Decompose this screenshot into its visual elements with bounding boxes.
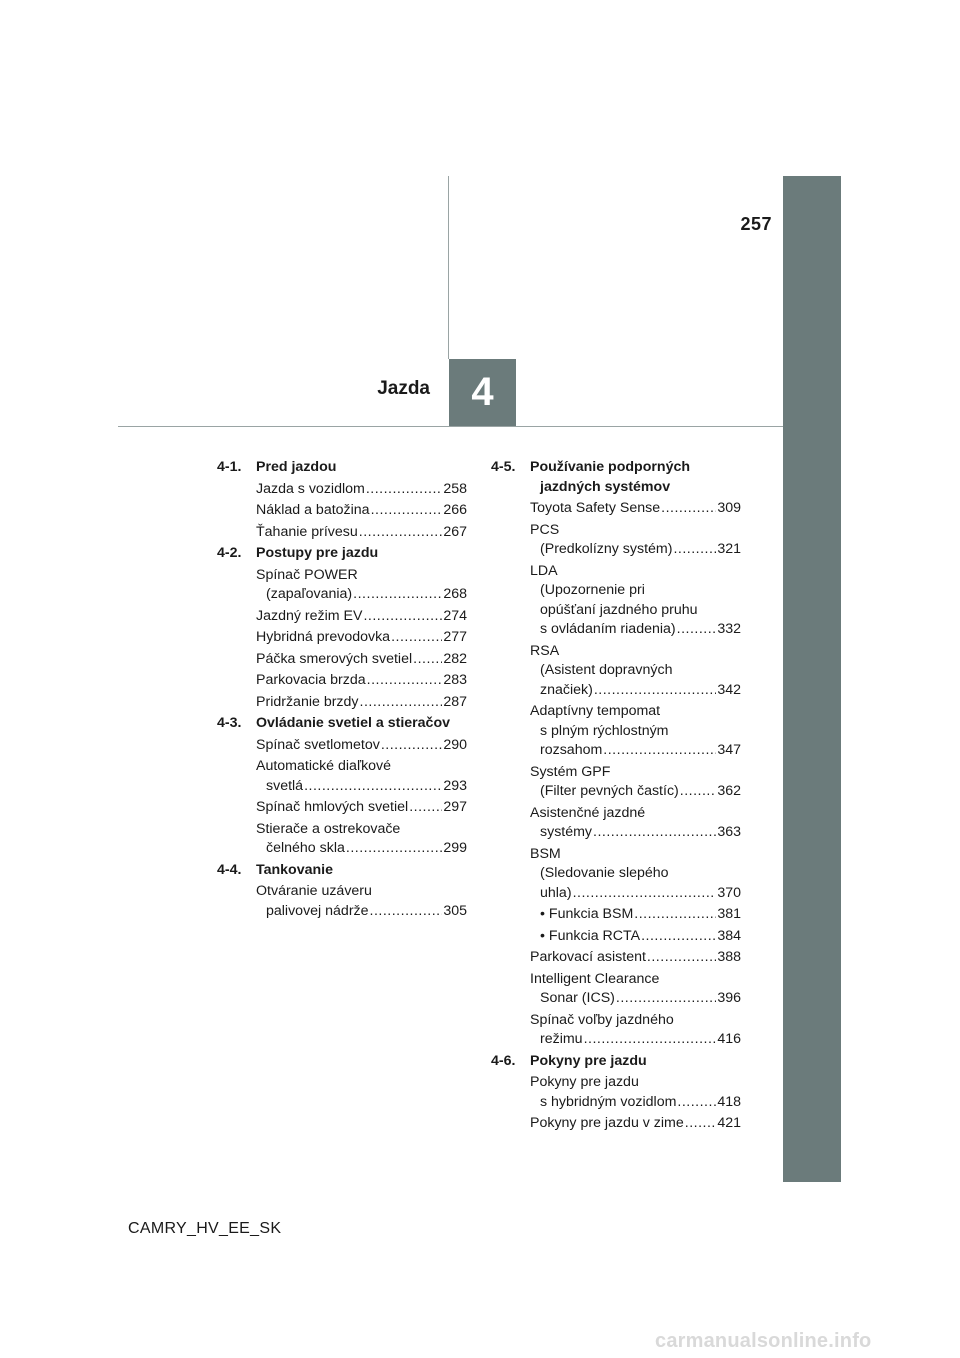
entry-title: Jazda s vozidlom — [256, 480, 365, 497]
entry-page: 267 — [443, 523, 467, 540]
entry-page: 268 — [443, 586, 467, 602]
section-number: 4-4. — [217, 861, 242, 878]
entry-page: 342 — [717, 681, 741, 698]
toc-entry[interactable] — [530, 845, 741, 904]
toc-entry[interactable] — [530, 499, 741, 519]
section-title: Pred jazdou — [256, 459, 337, 475]
toc-entry[interactable] — [256, 650, 467, 670]
entry-title-line: Automatické diaľkové — [256, 758, 392, 774]
entry-title: uhla) — [540, 884, 572, 901]
toc-entry[interactable] — [256, 757, 467, 796]
section-number: 4-5. — [491, 459, 516, 475]
toc-section-4-6[interactable] — [491, 1052, 741, 1072]
section-title: Ovládanie svetiel a stieračov — [256, 715, 451, 731]
entry-page: 277 — [443, 629, 467, 645]
entry-page: 363 — [717, 824, 741, 840]
entry-title: Ťahanie prívesu — [256, 523, 358, 540]
document-code: CAMRY_HV_EE_SK — [128, 1220, 282, 1237]
entry-page: 388 — [717, 949, 741, 965]
section-title: Postupy pre jazdu — [256, 545, 379, 561]
section-number: 4-6. — [491, 1052, 516, 1069]
entry-page: 258 — [443, 480, 467, 497]
toc-entry[interactable] — [256, 820, 467, 859]
entry-page: 396 — [717, 990, 741, 1006]
toc-right-column — [491, 458, 741, 1136]
entry-title: (Filter pevných častíc) — [540, 783, 679, 799]
toc-entry[interactable] — [530, 702, 741, 761]
vertical-divider — [448, 176, 449, 359]
entry-title: Náklad a batožina — [256, 502, 370, 518]
entry-page: 305 — [443, 902, 467, 919]
chapter-side-tab — [783, 176, 841, 1182]
entry-title: značiek) — [540, 681, 593, 698]
toc-section-4-4[interactable] — [217, 861, 467, 881]
entry-title-line: Spínač voľby jazdného — [530, 1011, 674, 1028]
section-title: Používanie podporných — [530, 459, 691, 475]
entry-page: 283 — [443, 672, 467, 688]
entry-title: Jazdný režim EV — [256, 607, 363, 624]
entry-page: 321 — [717, 541, 741, 557]
entry-page: 299 — [443, 840, 467, 856]
toc-section-4-1[interactable] — [217, 458, 467, 478]
toc-entry[interactable] — [530, 804, 741, 843]
toc-entry[interactable] — [256, 566, 467, 605]
toc-entry[interactable] — [256, 480, 467, 500]
toc-section-4-2[interactable] — [217, 544, 467, 564]
toc-left-column — [217, 458, 467, 923]
entry-page: 384 — [717, 927, 741, 944]
toc-entry[interactable] — [530, 642, 741, 701]
entry-title: čelného skla — [266, 840, 345, 856]
toc-entry[interactable] — [530, 948, 741, 968]
entry-page: 421 — [717, 1115, 741, 1131]
toc-entry[interactable] — [256, 736, 467, 756]
entry-title-line: Intelligent Clearance — [530, 970, 660, 987]
toc-entry[interactable] — [256, 607, 467, 627]
entry-page: 293 — [443, 777, 467, 794]
horizontal-divider — [118, 426, 783, 427]
toc-entry[interactable] — [530, 1114, 741, 1134]
entry-title-line: Asistenčné jazdné — [530, 804, 646, 821]
section-title-cont: jazdných systémov — [540, 478, 671, 495]
entry-page: 332 — [717, 621, 741, 637]
section-number: 4-2. — [217, 545, 242, 561]
entry-title-line: Pokyny pre jazdu — [530, 1074, 639, 1090]
entry-title: s hybridným vozidlom — [540, 1093, 677, 1110]
entry-page: 266 — [443, 502, 467, 518]
toc-entry[interactable] — [530, 562, 741, 640]
entry-title-line: Spínač POWER — [256, 566, 358, 583]
entry-title: Pridržanie brzdy — [256, 693, 359, 710]
entry-title: (zapaľovania) — [266, 586, 353, 602]
entry-title: Toyota Safety Sense — [530, 500, 661, 516]
toc-entry[interactable] — [256, 882, 467, 921]
section-title: Tankovanie — [256, 861, 334, 878]
entry-title: Parkovacia brzda — [256, 672, 366, 688]
entry-page: 290 — [443, 736, 467, 753]
toc-entry[interactable] — [256, 693, 467, 713]
entry-title: palivovej nádrže — [266, 902, 369, 919]
entry-page: 297 — [443, 799, 467, 815]
toc-section-4-5[interactable] — [491, 458, 741, 497]
entry-title: svetlá — [266, 777, 304, 794]
entry-page: 370 — [717, 884, 741, 901]
entry-page: 362 — [717, 783, 741, 799]
section-number: 4-3. — [217, 715, 242, 731]
entry-title: • Funkcia BSM — [540, 906, 634, 922]
toc-sub-entry[interactable] — [540, 927, 741, 947]
entry-title-line: (Upozornenie pri — [540, 582, 645, 598]
entry-title-line: LDA — [530, 562, 558, 579]
entry-title: Hybridná prevodovka — [256, 629, 391, 645]
chapter-number-box: 4 — [449, 359, 516, 426]
entry-page: 309 — [717, 500, 741, 516]
watermark: carmanualsonline.info — [655, 1330, 872, 1352]
toc-section-4-3[interactable] — [217, 714, 467, 734]
chapter-title: Jazda — [377, 378, 430, 399]
entry-page: 282 — [443, 650, 467, 667]
entry-title-line: Otváranie uzáveru — [256, 883, 372, 899]
entry-title-line: opúšťaní jazdného pruhu — [540, 601, 698, 618]
entry-title-line: Systém GPF — [530, 763, 611, 780]
entry-title-line: (Asistent dopravných — [540, 662, 673, 678]
toc-entry[interactable] — [256, 798, 467, 818]
entry-title: • Funkcia RCTA — [540, 927, 641, 944]
toc-entry[interactable] — [256, 628, 467, 648]
entry-title: Pokyny pre jazdu v zime — [530, 1115, 684, 1131]
toc-entry[interactable] — [256, 523, 467, 543]
entry-title: Sonar (ICS) — [540, 990, 615, 1006]
entry-title-line: Adaptívny tempomat — [530, 703, 661, 719]
entry-title: režimu — [540, 1031, 583, 1047]
entry-title: rozsahom — [540, 742, 603, 758]
entry-page: 416 — [717, 1031, 741, 1047]
entry-title-line: BSM — [530, 845, 561, 862]
section-title: Pokyny pre jazdu — [530, 1052, 647, 1069]
toc-entry[interactable] — [256, 671, 467, 691]
entry-page: 274 — [443, 607, 467, 624]
entry-title: s ovládaním riadenia) — [540, 621, 676, 637]
entry-title: systémy — [540, 824, 593, 840]
entry-page: 287 — [443, 693, 467, 710]
toc-sub-entry[interactable] — [540, 905, 741, 925]
entry-title-line: Stierače a ostrekovače — [256, 820, 401, 837]
entry-page: 347 — [717, 742, 741, 758]
page-number: 257 — [740, 214, 772, 234]
entry-title: Spínač hmlových svetiel — [256, 799, 409, 815]
toc-entry[interactable] — [256, 501, 467, 521]
entry-title-line: (Sledovanie slepého — [540, 865, 669, 881]
entry-page: 381 — [717, 906, 741, 922]
entry-title: (Predkolízny systém) — [540, 541, 673, 557]
entry-title-line: RSA — [530, 642, 560, 659]
toc-entry[interactable] — [530, 521, 741, 560]
toc-entry[interactable] — [530, 970, 741, 1009]
toc-entry[interactable] — [530, 1073, 741, 1112]
entry-title: Parkovací asistent — [530, 949, 646, 965]
entry-title: Spínač svetlometov — [256, 736, 380, 753]
entry-title-line: s plným rýchlostným — [540, 722, 669, 739]
entry-page: 418 — [717, 1093, 741, 1110]
section-number: 4-1. — [217, 459, 242, 475]
toc-entry[interactable] — [530, 763, 741, 802]
entry-title-line: PCS — [530, 521, 560, 538]
entry-title: Páčka smerových svetiel — [256, 650, 413, 667]
toc-entry[interactable] — [530, 1011, 741, 1050]
